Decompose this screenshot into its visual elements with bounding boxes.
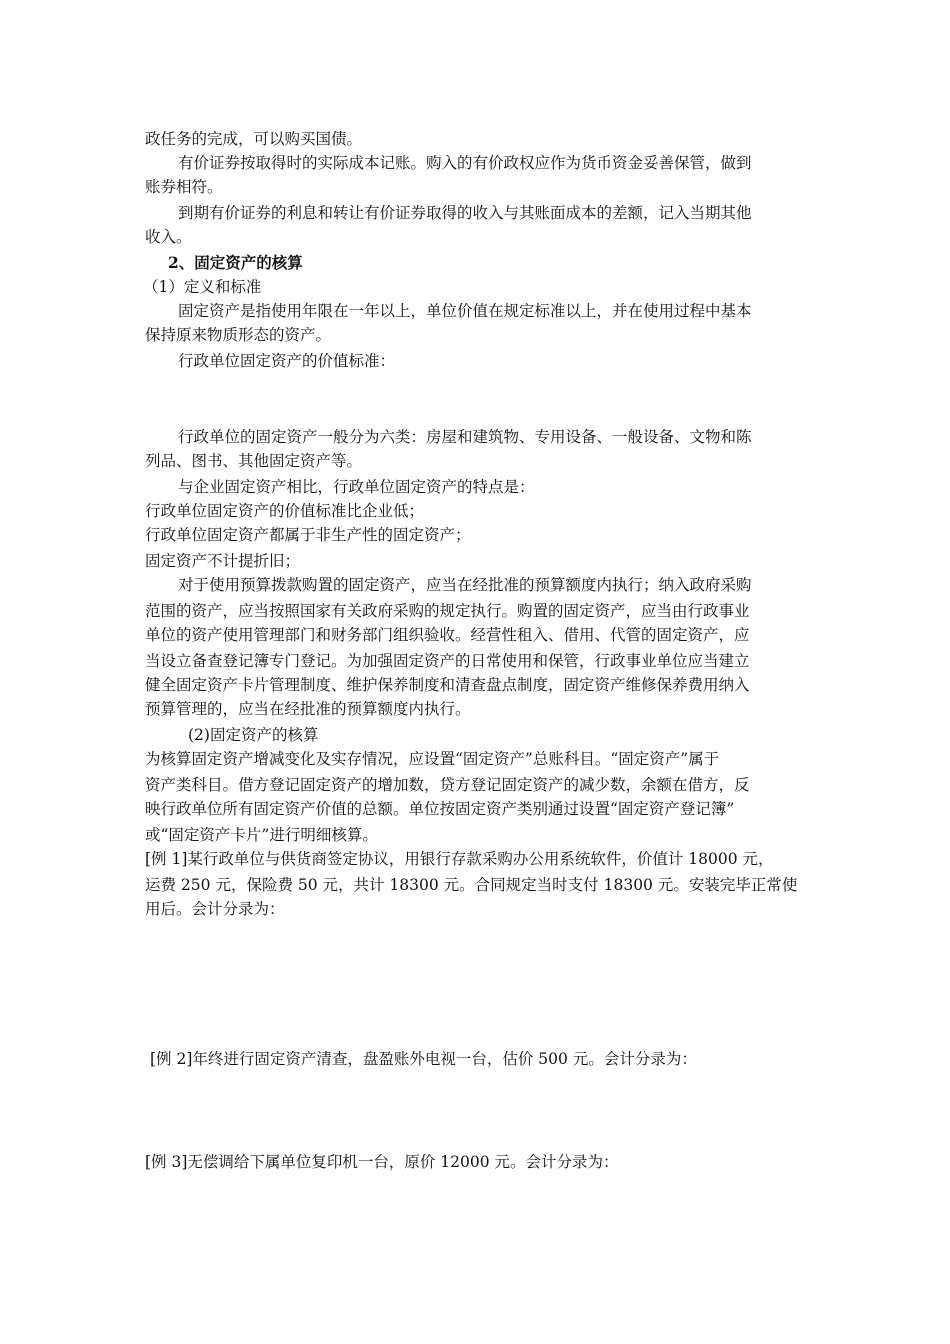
list-item: 固定资产不计提折旧； bbox=[145, 552, 301, 570]
paragraph-line: 映行政单位所有固定资产价值的总额。单位按固定资产类别通过设置“固定资产登记簿” bbox=[145, 800, 735, 818]
paragraph-line: 列品、图书、其他固定资产等。 bbox=[145, 452, 363, 470]
paragraph-line: 行政单位固定资产的价值标准： bbox=[178, 352, 396, 370]
paragraph-line: 到期有价证券的利息和转让有价证券取得的收入与其账面成本的差额，记入当期其他 bbox=[178, 204, 752, 222]
paragraph-line: 范围的资产，应当按照国家有关政府采购的规定执行。购置的固定资产，应当由行政事业 bbox=[145, 602, 750, 620]
paragraph-line: 行政单位的固定资产一般分为六类：房屋和建筑物、专用设备、一般设备、文物和陈 bbox=[178, 428, 752, 446]
paragraph-line: 有价证券按取得时的实际成本记账。购入的有价政权应作为货币资金妥善保管，做到 bbox=[178, 154, 752, 172]
paragraph-line: 单位的资产使用管理部门和财务部门组织验收。经营性租入、借用、代管的固定资产，应 bbox=[145, 626, 750, 644]
example-line: [例 1]某行政单位与供货商签定协议，用银行存款采购办公用系统软件，价值计 18000 元， bbox=[145, 850, 774, 868]
example-line: [例 2]年终进行固定资产清查，盘盈账外电视一台，估价 500 元。会计分录为： bbox=[150, 1050, 697, 1068]
paragraph-line: 对于使用预算拨款购置的固定资产，应当在经批准的预算额度内执行；纳入政府采购 bbox=[178, 576, 752, 594]
paragraph-line: 固定资产是指使用年限在一年以上，单位价值在规定标准以上，并在使用过程中基本 bbox=[178, 302, 752, 320]
paragraph-line: 收入。 bbox=[145, 228, 192, 246]
example-line: 用后。会计分录为： bbox=[145, 900, 285, 918]
paragraph-line: 资产类科目。借方登记固定资产的增加数，贷方登记固定资产的减少数，余额在借方，反 bbox=[145, 776, 750, 794]
subsection-heading: （1）定义和标准 bbox=[143, 278, 262, 296]
list-item: 行政单位固定资产都属于非生产性的固定资产； bbox=[145, 526, 471, 544]
paragraph-line: 或“固定资产卡片”进行明细核算。 bbox=[145, 826, 378, 844]
paragraph-line: 政任务的完成，可以购买国债。 bbox=[145, 130, 363, 148]
paragraph-line: 当设立备查登记簿专门登记。为加强固定资产的日常使用和保管，行政事业单位应当建立 bbox=[145, 652, 750, 670]
paragraph-line: 预算管理的，应当在经批准的预算额度内执行。 bbox=[145, 700, 471, 718]
paragraph-line: 为核算固定资产增减变化及实存情况，应设置“固定资产”总账科目。“固定资产”属于 bbox=[145, 750, 720, 768]
list-item: 行政单位固定资产的价值标准比企业低； bbox=[145, 502, 425, 520]
section-heading: 2、固定资产的核算 bbox=[168, 253, 303, 272]
subsection-heading: (2)固定资产的核算 bbox=[188, 726, 319, 744]
example-line: [例 3]无偿调给下属单位复印机一台，原价 12000 元。会计分录为： bbox=[145, 1153, 619, 1171]
paragraph-line: 健全固定资产卡片管理制度、维护保养制度和清查盘点制度，固定资产维修保养费用纳入 bbox=[145, 676, 750, 694]
paragraph-line: 保持原来物质形态的资产。 bbox=[145, 326, 332, 344]
paragraph-line: 与企业固定资产相比，行政单位固定资产的特点是： bbox=[178, 478, 535, 496]
example-line: 运费 250 元，保险费 50 元，共计 18300 元。合同规定当时支付 18300 元。安装完毕正常使 bbox=[145, 876, 798, 894]
paragraph-line: 账券相符。 bbox=[145, 178, 223, 196]
